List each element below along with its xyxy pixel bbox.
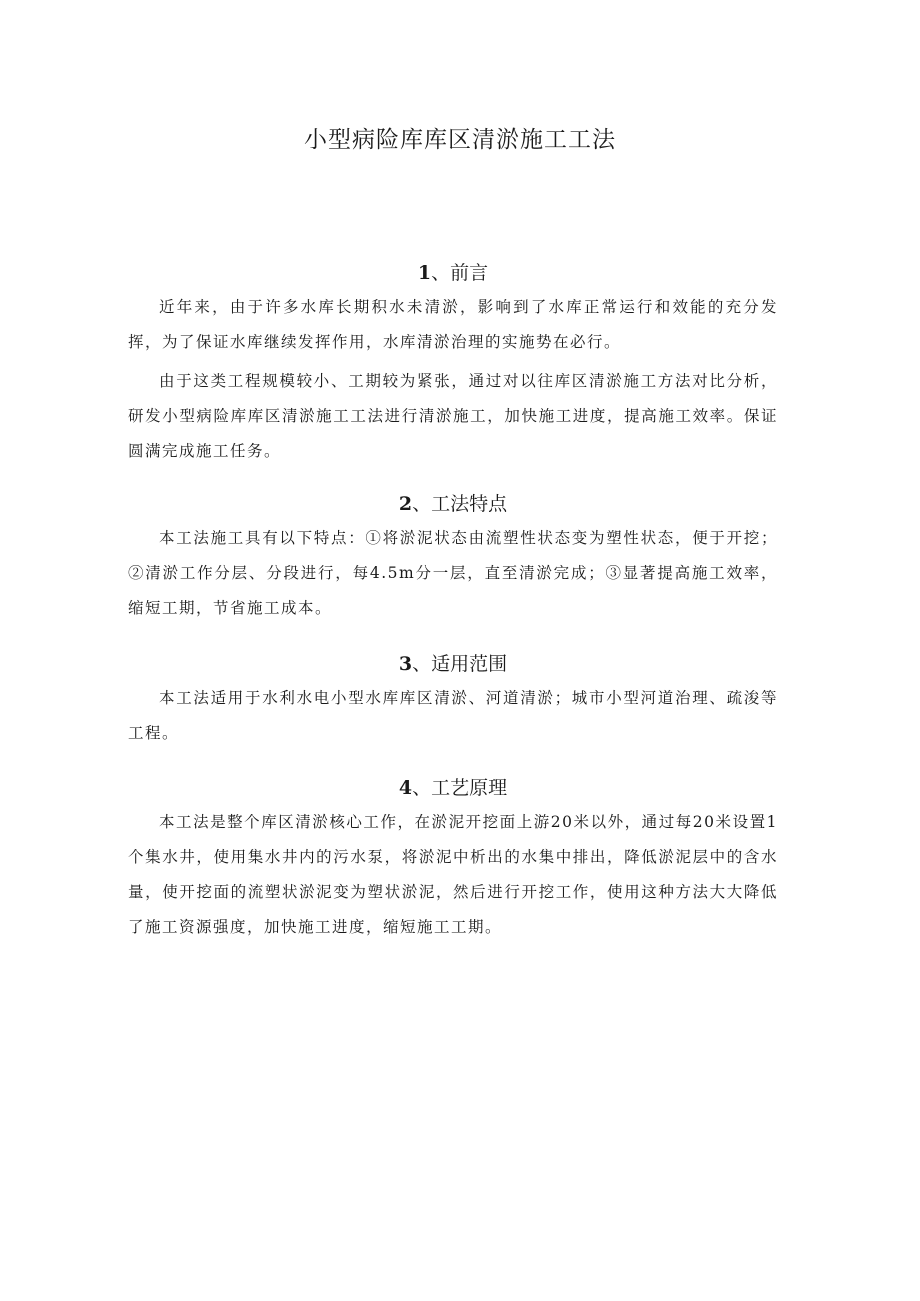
section-number: 3 — [398, 653, 413, 675]
section-principle — [128, 771, 778, 945]
section-heading-text: 前言 — [450, 262, 489, 284]
section-heading-text: 工法特点 — [431, 493, 508, 515]
section-preface — [128, 256, 778, 469]
section-separator: 、 — [412, 493, 432, 515]
paragraph: 由于这类工程规模较小、工期较为紧张，通过对以往库区清淤施工方法对比分析，研发小型病险库库区清淤施工工法进行清淤施工，加快施工进度，提高施工效率。保证圆满完成施工任务。 — [128, 372, 778, 460]
section-heading — [128, 256, 778, 290]
paragraph: 本工法适用于水利水电小型水库库区清淤、河道清淤；城市小型河道治理、疏浚等工程。 — [128, 689, 778, 742]
section-number: 4 — [398, 777, 413, 799]
section-separator: 、 — [412, 653, 432, 675]
paragraph: 近年来，由于许多水库长期积水未清淤，影响到了水库正常运行和效能的充分发挥，为了保证水库继续发挥作用，水库清淤治理的实施势在必行。 — [128, 298, 778, 351]
section-number: 2 — [398, 493, 413, 515]
section-heading-text: 适用范围 — [431, 653, 508, 675]
paragraph: 本工法施工具有以下特点：①将淤泥状态由流塑性状态变为塑性状态，便于开挖；②清淤工作分层、分段进行，每4.5m分一层，直至清淤完成；③显著提高施工效率，缩短工期，节省施工成本。 — [128, 529, 778, 617]
section-separator: 、 — [412, 777, 432, 799]
paragraph: 本工法是整个库区清淤核心工作，在淤泥开挖面上游20米以外，通过每20米设置1个集水井，使用集水井内的污水泵，将淤泥中析出的水集中排出，降低淤泥层中的含水量，使开挖面的流塑状淤泥变为塑状淤泥，然后进行开挖工作，使用这种方法大大降低了施工资源强度，加快施工进度，缩短施工工期。 — [128, 813, 778, 936]
page-title: 小型病险库库区清淤施工工法 — [304, 127, 616, 153]
section-number: 1 — [417, 262, 432, 284]
section-separator: 、 — [431, 262, 451, 284]
section-scope — [128, 647, 778, 751]
section-heading — [128, 647, 778, 681]
section-heading — [128, 487, 778, 521]
section-heading — [128, 771, 778, 805]
section-features — [128, 487, 778, 626]
section-heading-text: 工艺原理 — [431, 777, 508, 799]
